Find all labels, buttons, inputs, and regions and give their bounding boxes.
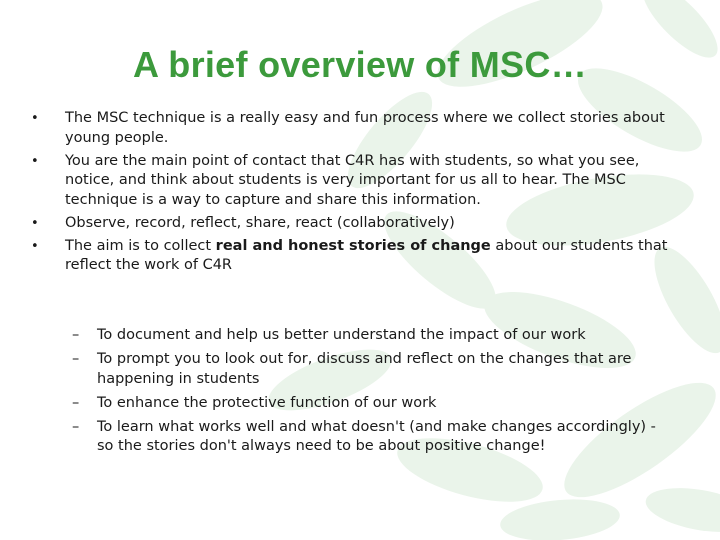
bullet-item [30, 214, 680, 234]
bullet-list [30, 109, 680, 279]
bullet-text-post: about our students that reflect the work of C4R [65, 237, 668, 273]
dash-marker: – [72, 351, 80, 367]
bullet-marker: • [31, 153, 39, 169]
dash-marker: – [72, 418, 80, 435]
bullet-item [30, 152, 680, 211]
sub-bullet-item [72, 418, 672, 457]
sub-bullet-text: To enhance the protective function of our work [97, 394, 437, 411]
sub-bullet-list [72, 326, 672, 461]
bullet-text: The MSC technique is a really easy and fun process where we collect stories about young people. [65, 110, 665, 146]
sub-bullet-item [72, 394, 672, 414]
bullet-text: You are the main point of contact that C4R has with students, so what you see, notice, and think about students is very important for us all to hear. The MSC technique is a way to capture and share this information. [65, 152, 640, 208]
dash-marker: – [72, 327, 80, 343]
bullet-item [30, 237, 680, 276]
sub-bullet-item [72, 350, 672, 389]
bullet-marker: • [31, 238, 39, 254]
dash-marker: – [72, 394, 80, 411]
sub-bullet-item [72, 326, 672, 346]
bullet-text: Observe, record, reflect, share, react (collaboratively) [65, 214, 455, 231]
bullet-text-bold: real and honest stories of change [215, 237, 491, 254]
bullet-marker: • [31, 215, 39, 231]
sub-bullet-text: To prompt you to look out for, discuss and reflect on the changes that are happening in students [97, 351, 632, 387]
slide-title: A brief overview of MSC… [133, 44, 587, 85]
bullet-text-pre: The aim is to collect [65, 237, 216, 254]
sub-bullet-text: To learn what works well and what doesn't (and make changes accordingly) - so the stories don't always need to be about positive change! [97, 418, 656, 454]
bullet-item [30, 109, 680, 148]
sub-bullet-text: To document and help us better understand the impact of our work [97, 327, 586, 343]
bullet-marker: • [31, 111, 39, 126]
